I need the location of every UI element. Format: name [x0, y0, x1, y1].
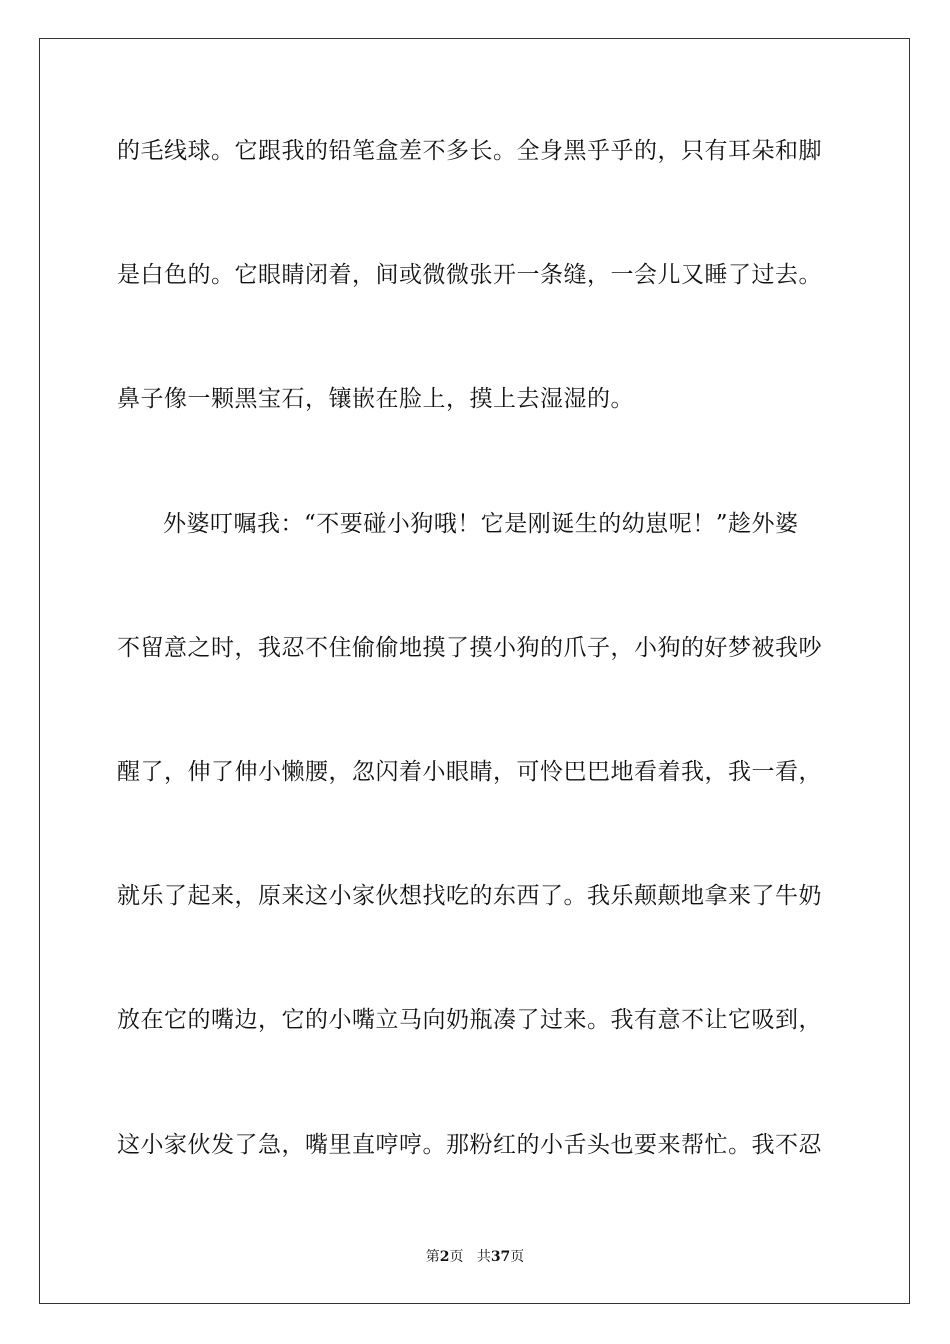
text-line: 这小家伙发了急，嘴里直哼哼。那粉红的小舌头也要来帮忙。我不忍 [117, 1132, 822, 1158]
total-pages: 37 [490, 1249, 511, 1265]
text-line: 是白色的。它眼睛闭着，间或微微张开一条缝，一会儿又睡了过去。 [117, 262, 822, 288]
page-prefix: 第 [425, 1249, 440, 1265]
text-line: 的毛线球。它跟我的铅笔盒差不多长。全身黑乎乎的，只有耳朵和脚 [117, 138, 822, 164]
text-line: 外婆叮嘱我：“不要碰小狗哦！它是刚诞生的幼崽呢！”趁外婆 [163, 511, 799, 537]
text-line: 醒了，伸了伸小懒腰，忽闪着小眼睛，可怜巴巴地看着我，我一看， [117, 759, 822, 785]
page-footer [0, 1247, 950, 1267]
text-line: 放在它的嘴边，它的小嘴立马向奶瓶凑了过来。我有意不让它吸到， [117, 1007, 822, 1033]
page-suffix: 页 [449, 1249, 464, 1265]
page-frame [39, 38, 910, 1304]
total-prefix: 共 [476, 1249, 491, 1265]
text-line: 就乐了起来，原来这小家伙想找吃的东西了。我乐颠颠地拿来了牛奶 [117, 883, 822, 909]
page-number: 2 [439, 1249, 450, 1265]
text-line: 鼻子像一颗黑宝石，镶嵌在脸上，摸上去湿湿的。 [117, 386, 634, 412]
text-line: 不留意之时，我忍不住偷偷地摸了摸小狗的爪子，小狗的好梦被我吵 [117, 635, 822, 661]
total-suffix: 页 [510, 1249, 525, 1265]
